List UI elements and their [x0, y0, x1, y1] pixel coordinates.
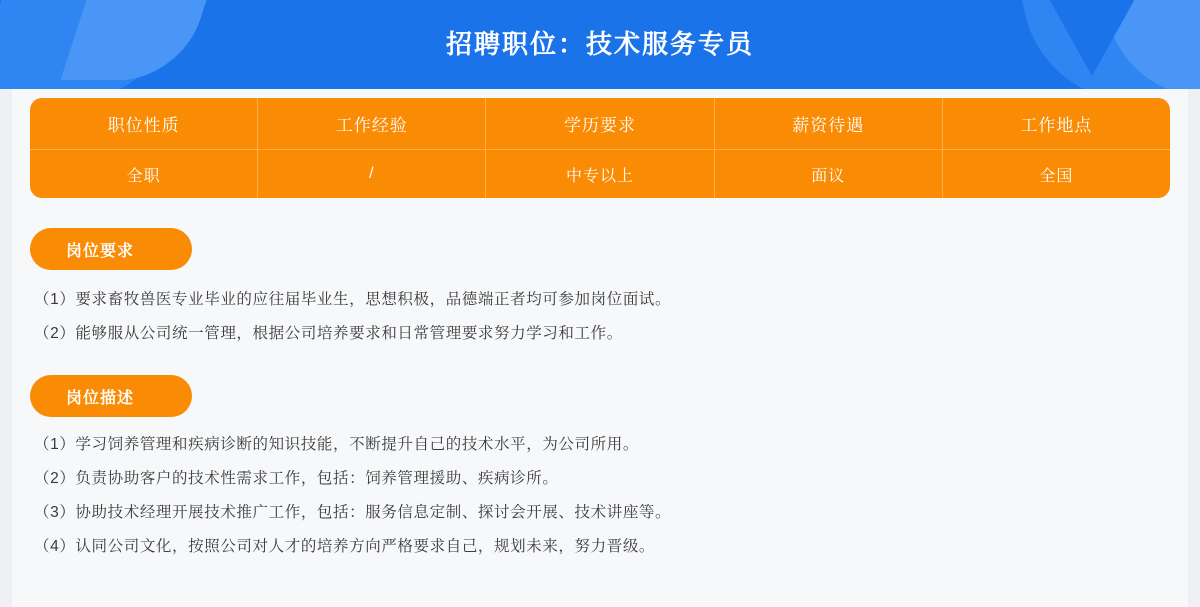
table-value-row [30, 150, 1170, 198]
list-item: （4）认同公司文化，按照公司对人才的培养方向严格要求自己，规划未来，努力晋级。 [34, 538, 656, 555]
left-edge-strip [0, 89, 12, 607]
table-header-cell: 学历要求 [486, 98, 714, 149]
table-value-cell: / [258, 150, 486, 198]
section-label-requirements: 岗位要求 [30, 228, 192, 270]
requirements-list [34, 283, 1164, 351]
list-item: （3）协助技术经理开展技术推广工作，包括：服务信息定制、探讨会开展、技术讲座等。 [34, 504, 672, 521]
table-header-cell: 工作地点 [1020, 116, 1093, 135]
table-header-row [30, 98, 1170, 150]
list-item: （2）能够服从公司统一管理，根据公司培养要求和日常管理要求努力学习和工作。 [34, 325, 623, 342]
section-label-description: 岗位描述 [30, 375, 192, 417]
table-value-cell: 中专以上 [486, 150, 714, 198]
list-item: （1）要求畜牧兽医专业毕业的应往届毕业生，思想积极，品德端正者均可参加岗位面试。 [34, 291, 672, 308]
description-list [34, 428, 1164, 564]
right-edge-strip [1188, 89, 1200, 607]
job-info-table [30, 98, 1170, 198]
list-item: （2）负责协助客户的技术性需求工作，包括：饲养管理援助、疾病诊所。 [34, 470, 559, 487]
page-header [0, 0, 1200, 89]
table-value-cell: 全职 [30, 150, 258, 198]
page-title: 招聘职位：技术服务专员 [445, 29, 754, 59]
table-value-cell: 面议 [715, 150, 943, 198]
table-header-cell: 薪资待遇 [715, 98, 943, 149]
table-header-cell: 工作经验 [258, 98, 486, 149]
table-header-cell: 职位性质 [30, 98, 258, 149]
list-item: （1）学习饲养管理和疾病诊断的知识技能，不断提升自己的技术水平，为公司所用。 [34, 436, 639, 453]
table-value-cell: 全国 [1039, 167, 1074, 185]
